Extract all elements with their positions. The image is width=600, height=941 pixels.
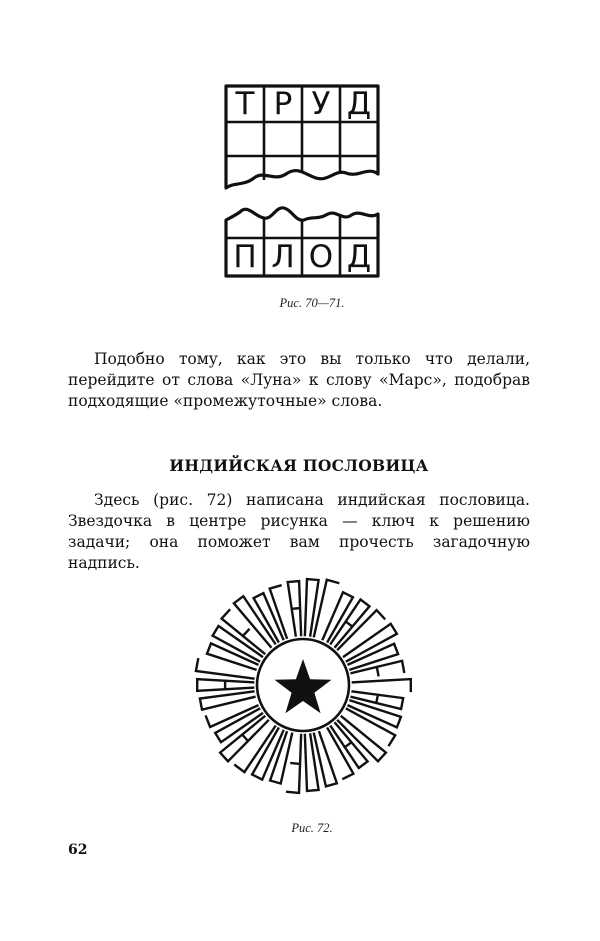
word-grid-figure <box>218 70 388 300</box>
stretched-letter-stroke <box>288 581 301 635</box>
grid-letter: О <box>308 239 334 275</box>
grid-letter: Р <box>273 86 293 122</box>
figure-caption: Рис. 72. <box>291 821 333 835</box>
page-number: 62 <box>68 842 88 858</box>
section-heading: ИНДИЙСКАЯ ПОСЛОВИЦА <box>169 456 429 475</box>
body-paragraph: Подобно тому, как это вы только что делали, перейдите от слова «Луна» к слову «Марс», подобрав подходящие «промежуточные» слова. <box>68 350 530 410</box>
grid-letter: Д <box>346 86 372 122</box>
stretched-letter-stroke <box>270 732 292 783</box>
grid-letter: У <box>311 86 331 122</box>
body-paragraph: Здесь (рис. 72) написана индийская пословица. Звездочка в центре рисунка — ключ к решению задачи; она поможет вам прочесть загадочную надпись. <box>68 491 530 572</box>
stretched-letter-stroke <box>352 661 405 675</box>
stretched-letter-stroke <box>196 659 254 678</box>
star-icon <box>275 659 332 713</box>
figure-caption: Рис. 70—71. <box>279 296 345 310</box>
radial-lettering-drawing <box>190 572 416 798</box>
grid-letter: Т <box>235 86 255 122</box>
grid-letter: П <box>233 239 257 275</box>
stretched-letter-stroke <box>352 692 404 710</box>
stretched-letter-stroke <box>200 692 255 710</box>
radial-puzzle-figure <box>190 572 416 798</box>
stretched-letter-stroke <box>197 679 253 691</box>
grid-letter: Л <box>271 239 295 275</box>
grid-letter: Д <box>346 239 372 275</box>
stretched-letter-stroke <box>353 679 411 691</box>
